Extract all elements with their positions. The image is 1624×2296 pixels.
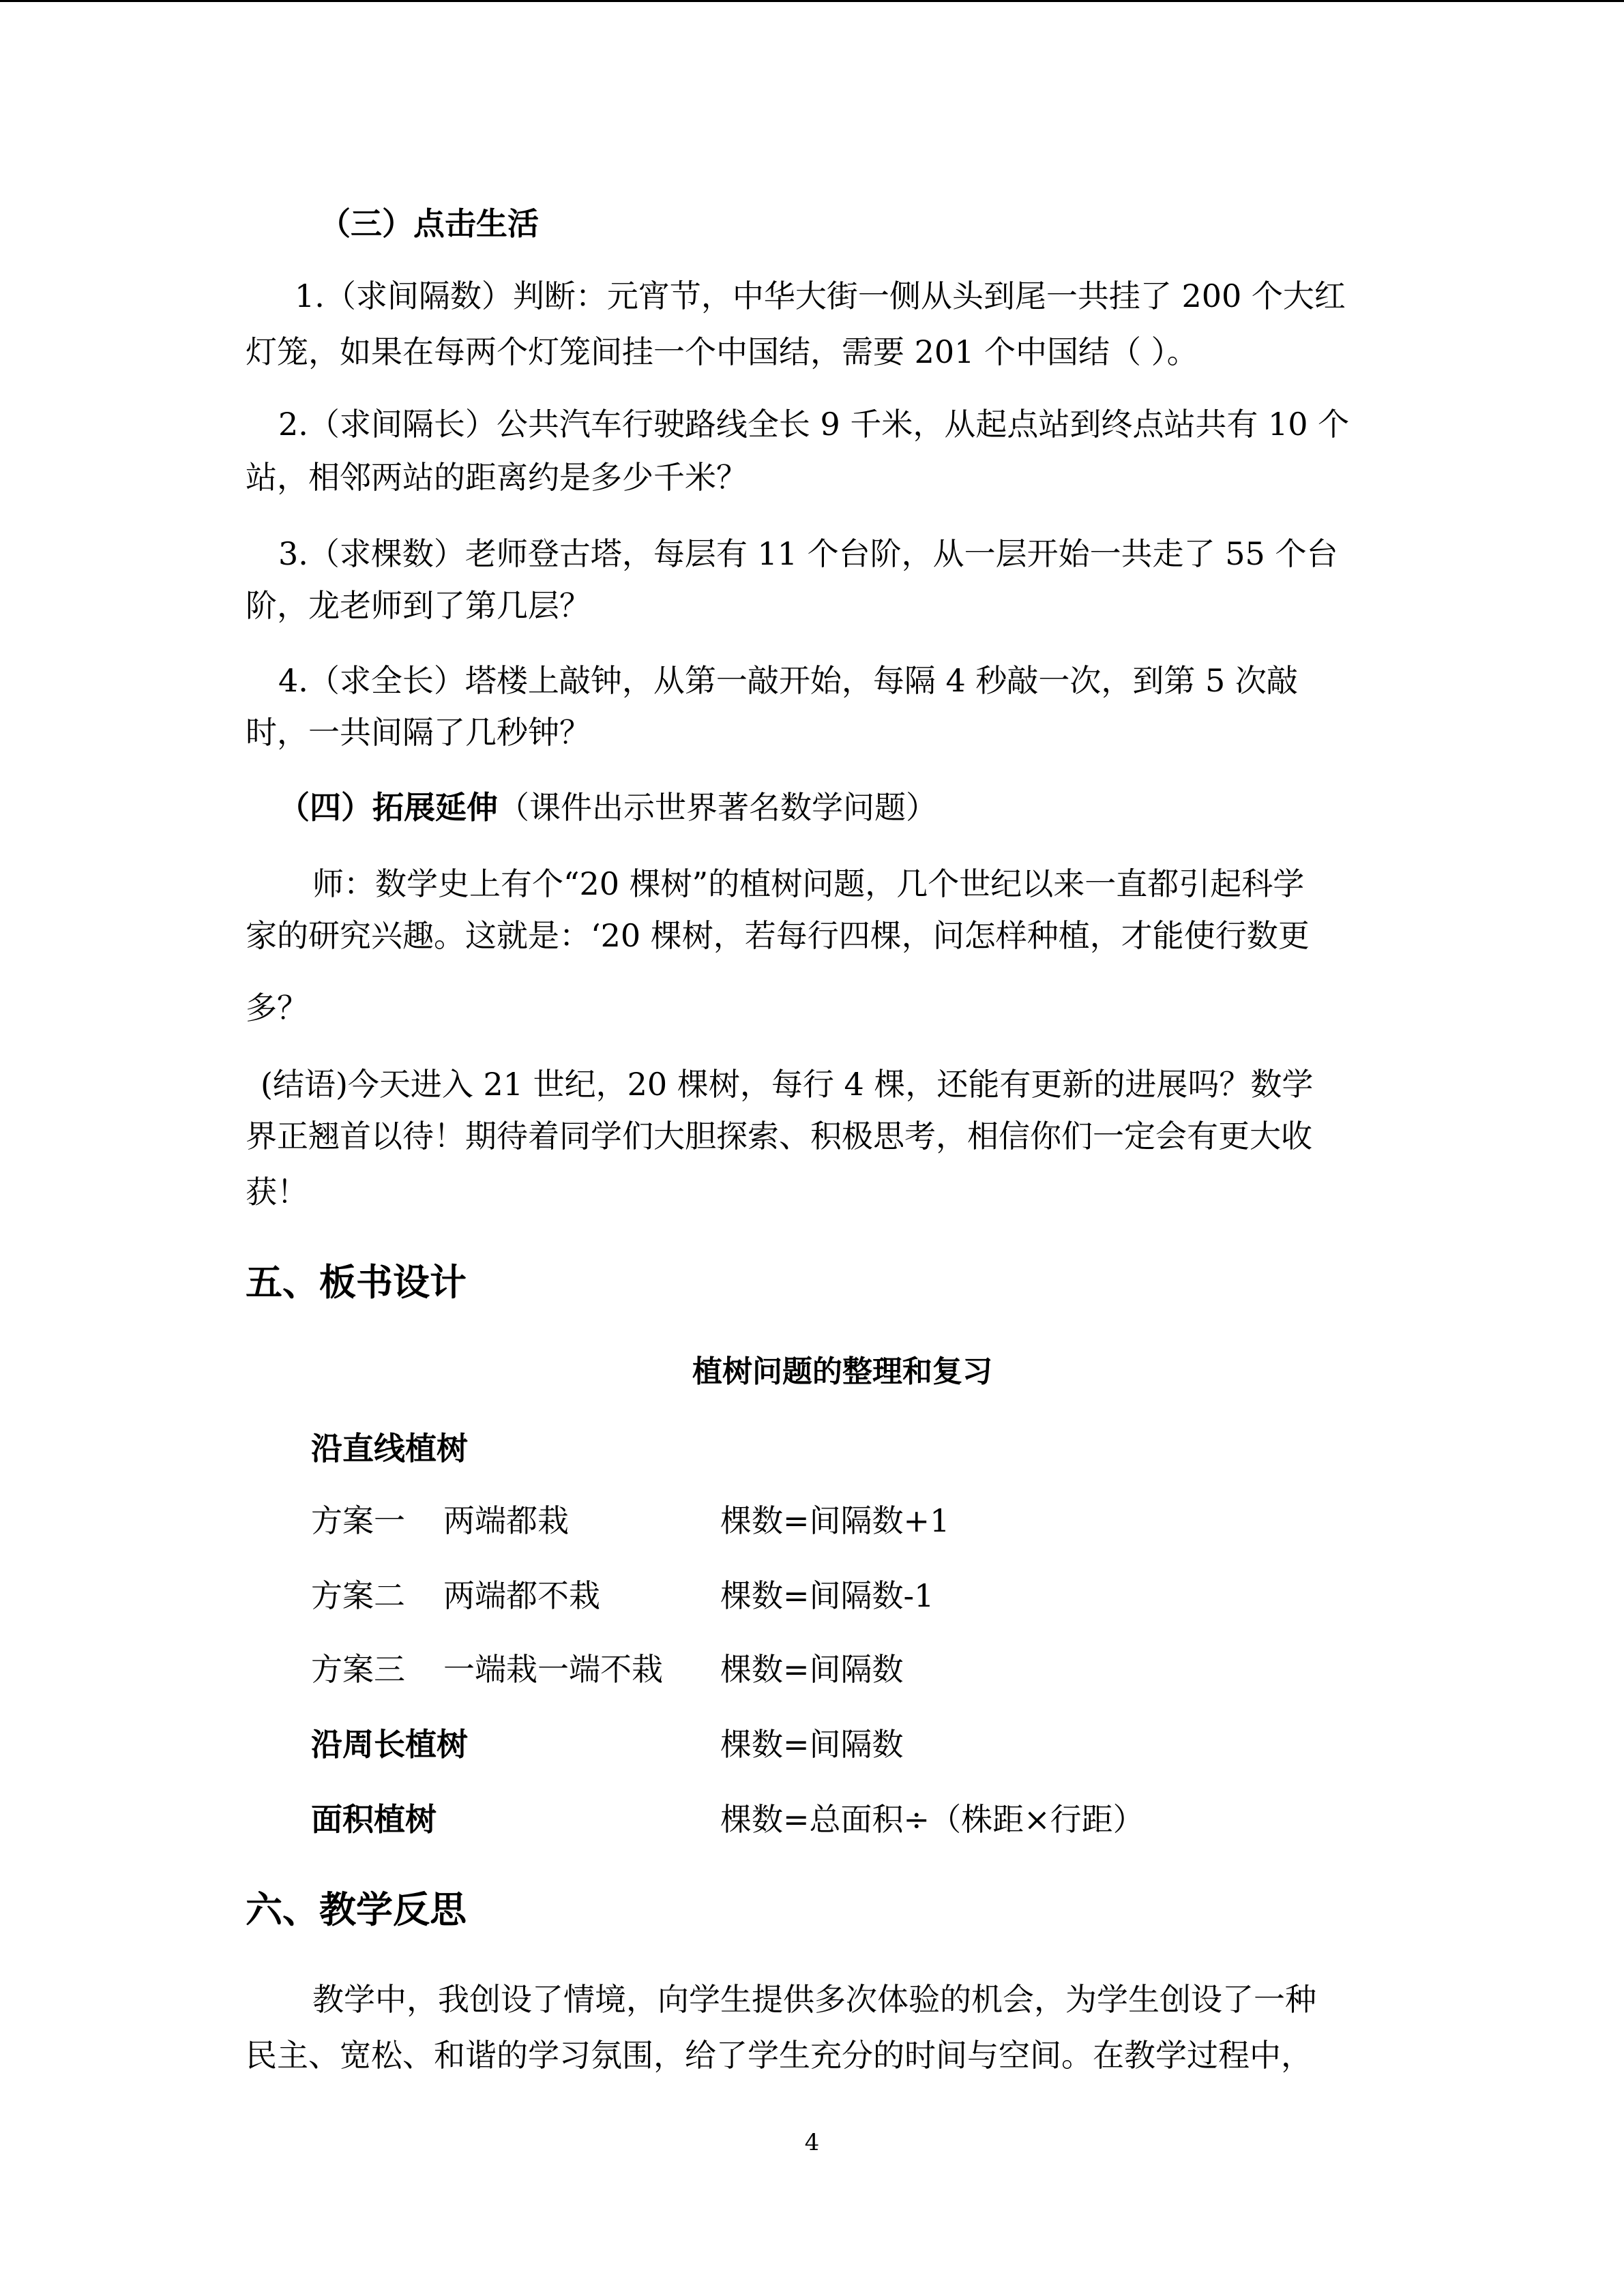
page-number: 4 bbox=[804, 2129, 820, 2156]
section4-heading-note: （课件出示世界著名数学问题） bbox=[498, 789, 937, 826]
reflection-line2: 民主、宽松、和谐的学习氛围，给了学生充分的时间与空间。在教学过程中， bbox=[246, 2037, 1312, 2074]
plan2-formula: 棵数=间隔数-1 bbox=[720, 1577, 934, 1614]
para1-line1: 师：数学史上有个“20 棵树”的植树问题，几个世纪以来一直都引起科学 bbox=[312, 865, 1305, 902]
board-heading: 五、板书设计 bbox=[246, 1261, 467, 1304]
item2-line1: 2.（求间隔长）公共汽车行驶路线全长 9 千米，从起点站到终点站共有 10 个 bbox=[278, 406, 1350, 443]
item4-line1: 4.（求全长）塔楼上敲钟，从第一敲开始，每隔 4 秒敲一次，到第 5 次敲 bbox=[278, 662, 1298, 699]
para1-line2: 家的研究兴趣。这就是：‘20 棵树，若每行四棵，问怎样种植，才能使行数更 bbox=[246, 917, 1310, 954]
section4-heading-bold: （四）拓展延伸 bbox=[278, 789, 498, 826]
plan1-name: 方案一 bbox=[311, 1502, 405, 1539]
plan3-name: 方案三 bbox=[311, 1651, 405, 1688]
para2-line3: 获！ bbox=[246, 1174, 308, 1210]
plan3-formula: 棵数=间隔数 bbox=[720, 1651, 904, 1688]
plan2-name: 方案二 bbox=[311, 1577, 405, 1614]
item1-line1: 1.（求间隔数）判断：元宵节，中华大街一侧从头到尾一共挂了 200 个大红 bbox=[295, 278, 1346, 314]
reflection-heading: 六、教学反思 bbox=[246, 1888, 467, 1931]
item3-line1: 3.（求棵数）老师登古塔，每层有 11 个台阶，从一层开始一共走了 55 个台 bbox=[278, 535, 1338, 572]
item1-line2: 灯笼，如果在每两个灯笼间挂一个中国结，需要 201 个中国结（ ）。 bbox=[246, 333, 1198, 370]
area-formula: 棵数=总面积÷（株距×行距） bbox=[720, 1801, 1145, 1838]
para2-line2: 界正翘首以待！期待着同学们大胆探索、积极思考，相信你们一定会有更大收 bbox=[246, 1118, 1312, 1154]
area-label: 面积植树 bbox=[311, 1801, 437, 1838]
para2-line1: (结语)今天进入 21 世纪，20 棵树，每行 4 棵，还能有更新的进展吗？数学 bbox=[261, 1066, 1314, 1103]
perimeter-formula: 棵数=间隔数 bbox=[720, 1726, 904, 1763]
plan1-formula: 棵数=间隔数+1 bbox=[720, 1502, 950, 1539]
board-title: 植树问题的整理和复习 bbox=[692, 1354, 992, 1389]
plan1-desc: 两端都栽 bbox=[443, 1502, 569, 1539]
section4-heading bbox=[278, 787, 937, 828]
item4-line2: 时，一共间隔了几秒钟？ bbox=[246, 714, 591, 751]
top-border-line bbox=[0, 0, 1624, 2]
straight-line-label: 沿直线植树 bbox=[311, 1430, 468, 1467]
perimeter-label: 沿周长植树 bbox=[311, 1726, 468, 1763]
plan3-desc: 一端栽一端不栽 bbox=[443, 1651, 663, 1688]
item3-line2: 阶，龙老师到了第几层？ bbox=[246, 587, 591, 624]
item2-line2: 站，相邻两站的距离约是多少千米？ bbox=[246, 459, 748, 496]
plan2-desc: 两端都不栽 bbox=[443, 1577, 600, 1614]
para1-line3: 多？ bbox=[246, 989, 308, 1026]
reflection-line1: 教学中，我创设了情境，向学生提供多次体验的机会，为学生创设了一种 bbox=[312, 1981, 1316, 2018]
section3-heading: （三）点击生活 bbox=[319, 205, 539, 242]
